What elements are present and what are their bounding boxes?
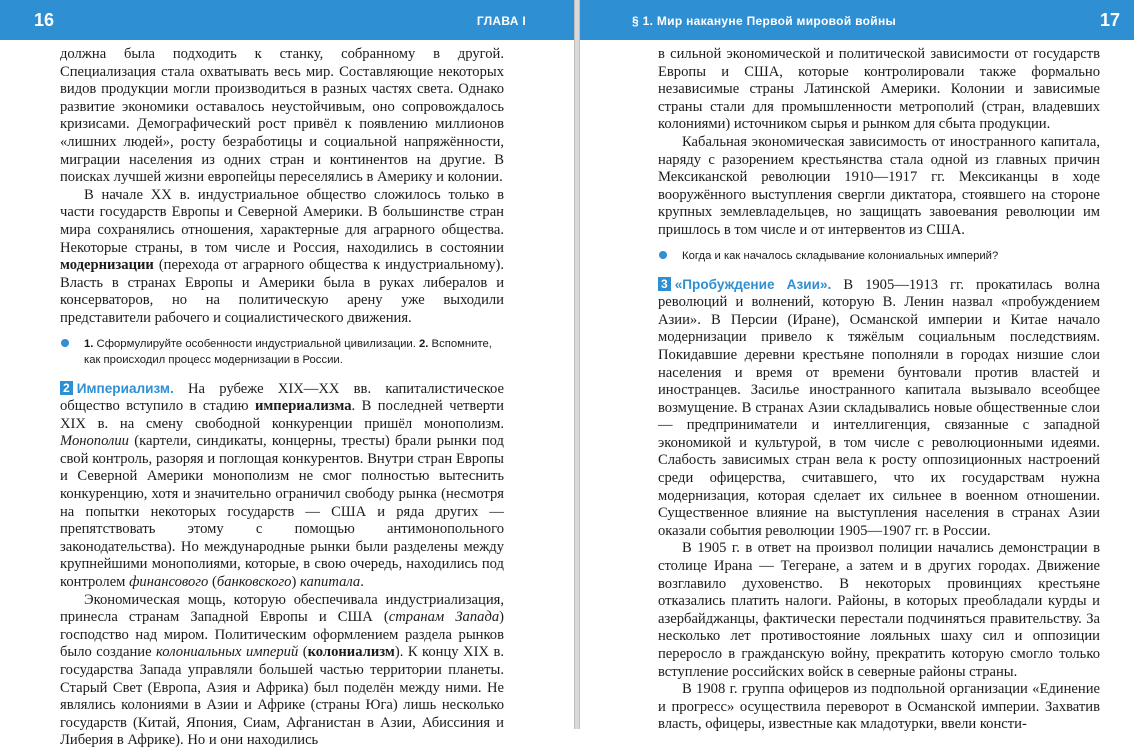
page-text	[60, 46, 504, 750]
paragraph: должна была подходить к станку, собранному в другой. Специализация стала охватывать весь мир. Составляющие некоторых видов продукции могли производиться в разных частях света. Однако развитие экономики оставалось неустойчивым, оно сопровождалось кризисами. Демографический рост привёл к появлению миллионов «лишних людей», росту безработицы и социальной напряжённости, миграции населения из одних стран и континентов на другие. В поисках лучшей жизни европейцы переселялись в Америку и колонии.	[60, 46, 504, 186]
bullet-icon	[61, 339, 69, 347]
bullet-icon	[659, 251, 667, 259]
chapter-label: ГЛАВА I	[476, 14, 526, 28]
paragraph: В 1905 г. в ответ на произвол полиции начались демонстрации в столице Ирана — Тегеране, а затем и в других городах. Движение возглавило духовенство. В некоторых провинциях крестьяне отказались платить налоги. Районы, в которых преобладали курды и азербайджанцы, фактически перестали подчиняться правительству. За несколько лет противостояние лояльных шаху сил и оппозиции переросло в гражданскую войну, прекратить которую смогло только вступление российских войск в северные районы страны.	[658, 540, 1100, 680]
paragraph: в сильной экономической и политической зависимости от государств Европы и США, которые контролировали также формально независимые страны Латинской Америки. Колонии и зависимые страны стали для промышленности метрополий (стран, владевших колониями) источником сырья и рынком для сбыта продукции.	[658, 46, 1100, 133]
section-number-badge: 3	[658, 277, 671, 291]
page-text	[658, 46, 1100, 734]
section-number-badge: 2	[60, 381, 73, 395]
paragraph: В начале XX в. индустриальное общество сложилось только в части государств Европы и Северной Америки. В большинстве стран мира сохранялись отношения, характерные для аграрного общества. Некоторые страны, в том числе и Россия, находились в состоянии модернизации (перехода от аграрного общества к индустриальному). Власть в странах Европы и Америки была в руках либералов и консерваторов, но на политическую арену уже выходили представители рабочего и социалистического движения.	[60, 186, 504, 326]
section-awakening-of-asia: 3 «Пробуждение Азии». В 1905—1913 гг. прокатилась волна революций и волнений, которую В. Ленин назвал «пробуждением Азии». В Персии (Иране), Османской империи и Китае начало модернизации привело к тяжёлым социальным последствиям. Покидавшие деревни крестьяне пополняли в городах низшие слои населения и время от времени бунтовали против властей и иностранцев. Засилье иностранного капитала вызывало всеобщее возмущение. В странах Азии складывались новые общественные слои — предприниматели и интеллигенция, связанные с западной экономикой и культурой, в том числе с революционными идеями. Слабость зависимых стран вела к росту оппозиционных настроений среди офицерства, считавшего, что их государствам нужна модернизация, которая сделает их сильнее в военном отношении. Существенное влияние на выступления населения в странах Азии оказали события революции 1905—1907 гг. в России.	[658, 276, 1100, 539]
paragraph: Кабальная экономическая зависимость от иностранного капитала, наряду с разорением крестьянства стала одной из главных причин Мексиканской революции 1910—1917 гг. Мексиканцы в ходе вооружённого выступления свергли диктатора, стоявшего на стороне крупных землевладельцев, но защищать завоевания революции им пришлось в том числе и от интервентов из США.	[658, 133, 1100, 238]
review-question: 1. Сформулируйте особенности индустриальной цивилизации. 2. Вспомните, как происходил процесс модернизации в России.	[60, 336, 504, 368]
term-modernization: модернизации	[60, 257, 154, 274]
right-page	[580, 0, 1134, 733]
section-imperialism: 2 Империализм. На рубеже XIX—XX вв. капиталистическое общество вступило в стадию империализма. В последней четверти XIX в. на смену свободной конкуренции пришёл монополизм. Монополии (картели, синдикаты, концерны, тресты) брали рынки под свой контроль, разоряя и поглощая конкурентов. Внутри стран Европы и Северной Америки монополизм не смог полностью вытеснить конкуренцию, хотя и значительно ограничил свободу рынка (несмотря на попытки некоторых государств — США и ряда других — препятствовать этому с помощью антимонопольного законодательства). Но международные рынки были разделены между крупнейшими монополиями, которые, в свою очередь, находились под контролем финансового (банковского) капитала.	[60, 380, 504, 591]
section-title: «Пробуждение Азии».	[674, 276, 832, 292]
section-header-label: § 1. Мир накануне Первой мировой войны	[632, 14, 897, 28]
paragraph: Экономическая мощь, которую обеспечивала индустриализация, принесла странам Западной Европы и США (странам Запада) господство над миром. Политическим оформлением раздела рынков было создание колониальных империй (колониализм). К концу XIX в. государства Запада управляли большей частью территории планеты. Старый Свет (Европа, Азия и Африка) был поделён между ними. Не являлись колониями в Азии и Африке (страны Юга) лишь несколько государств (Китай, Япония, Сиам, Афганистан в Азии, Абиссиния и Либерия в Африке). Но и они находились	[60, 591, 504, 749]
page-header	[0, 0, 574, 40]
section-title: Империализм.	[76, 380, 174, 396]
page-header	[580, 0, 1134, 40]
review-question: Когда и как началось складывание колониальных империй?	[658, 248, 1100, 264]
page-number: 17	[1099, 10, 1120, 30]
paragraph: В 1908 г. группа офицеров из подпольной организации «Единение и прогресс» осуществила переворот в Османской империи. Захватив власть, офицеры, известные как младотурки, ввели консти-	[658, 681, 1100, 733]
page-number: 16	[34, 10, 55, 30]
